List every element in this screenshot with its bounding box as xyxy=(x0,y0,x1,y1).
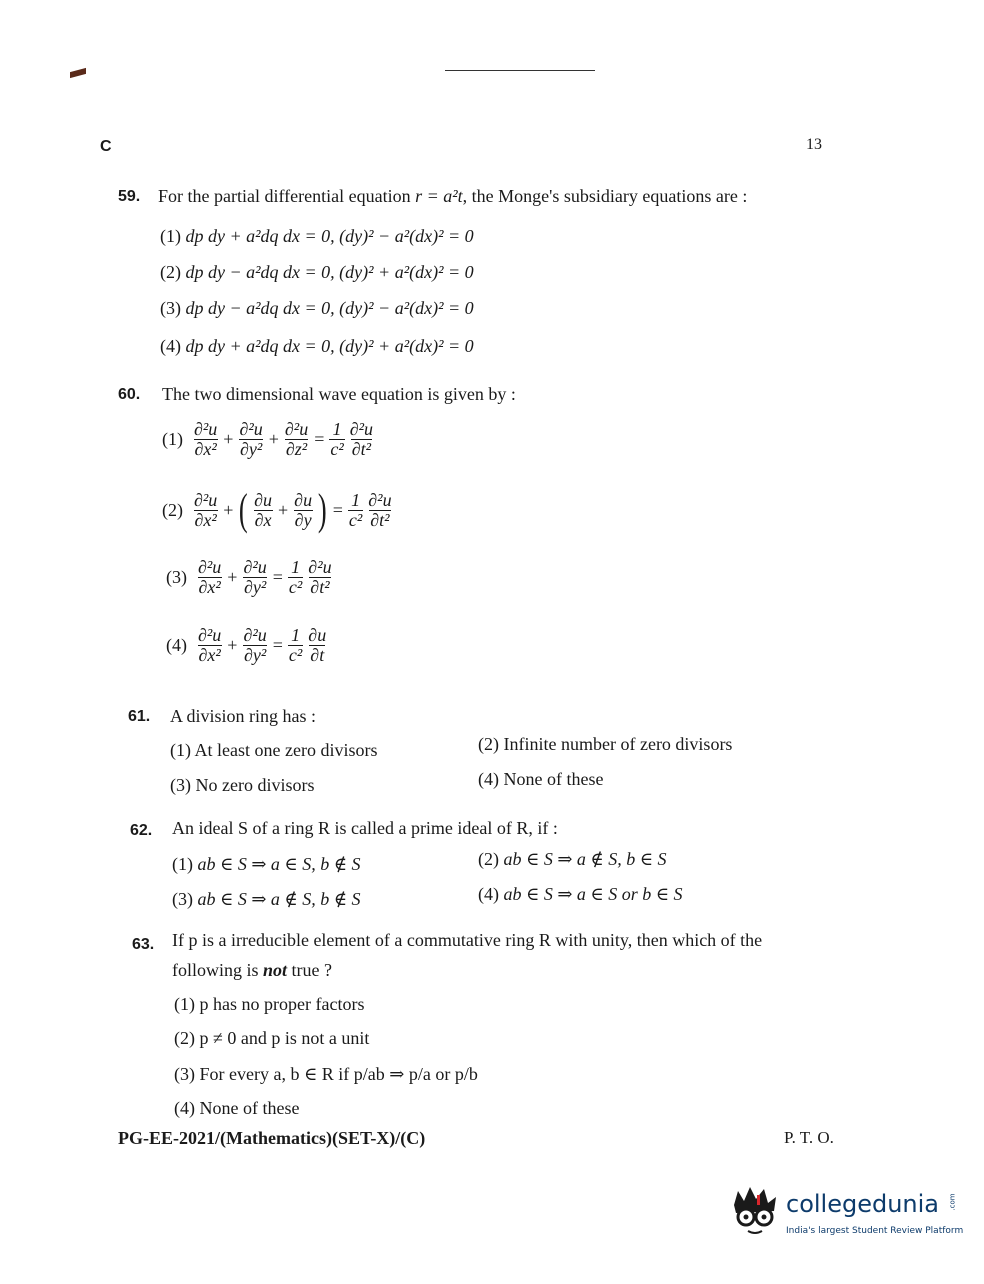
q62-option-3[interactable]: (3) ab ∈ S ⇒ a ∉ S, b ∉ S xyxy=(172,889,361,909)
question-63-text-line1: If p is a irreducible element of a commutative ring R with unity, then which of the xyxy=(172,930,763,950)
q59-option-2[interactable]: (2) dp dy − a²dq dx = 0, (dy)² + a²(dx)² = 0 xyxy=(160,262,474,282)
q62-option-4[interactable]: (4) ab ∈ S ⇒ a ∈ S or b ∈ S xyxy=(478,884,683,904)
q60-option-4[interactable]: (4) $\frac{\text{∂²u}}{\text{∂x²}}$ + $\frac{\text{∂²u}}{\text{∂y²}}$ = $\frac{1}{\text{c²}}$ $\frac{\partial u}{\partial t}$ xyxy=(166,625,327,665)
q59-option-3[interactable]: (3) dp dy − a²dq dx = 0, (dy)² − a²(dx)² = 0 xyxy=(160,298,474,318)
q63-option-3[interactable]: (3) For every a, b ∈ R if p/ab ⇒ p/a or p/b xyxy=(174,1064,478,1084)
paper-code: PG-EE-2021/(Mathematics)(SET-X)/(C) xyxy=(118,1128,426,1148)
question-number-62: 62. xyxy=(130,822,153,839)
q61-option-1[interactable]: (1) At least one zero divisors xyxy=(170,740,378,760)
page-turn-over: P. T. O. xyxy=(784,1128,834,1147)
brand-name: collegedunia xyxy=(786,1190,940,1218)
q59-option-4[interactable]: (4) dp dy + a²dq dx = 0, (dy)² + a²(dx)² = 0 xyxy=(160,336,474,356)
question-number-59: 59. xyxy=(118,188,141,205)
question-number-61: 61. xyxy=(128,708,151,725)
brand-tagline: India's largest Student Review Platform xyxy=(786,1226,964,1236)
question-59-text: For the partial differential equation r = a²t, the Monge's subsidiary equations are : xyxy=(158,186,748,206)
page-number: 13 xyxy=(806,136,822,153)
q61-option-2[interactable]: (2) Infinite number of zero divisors xyxy=(478,734,733,754)
q61-option-4[interactable]: (4) None of these xyxy=(478,769,604,789)
q63-option-4[interactable]: (4) None of these xyxy=(174,1098,300,1118)
q59-option-1[interactable]: (1) dp dy + a²dq dx = 0, (dy)² − a²(dx)² = 0 xyxy=(160,226,474,246)
question-62-text: An ideal S of a ring R is called a prime ideal of R, if : xyxy=(172,818,558,838)
q63-option-2[interactable]: (2) p ≠ 0 and p is not a unit xyxy=(174,1028,370,1048)
q62-option-2[interactable]: (2) ab ∈ S ⇒ a ∉ S, b ∈ S xyxy=(478,849,667,869)
question-63-text-line2: following is not true ? xyxy=(172,960,333,980)
corner-mark xyxy=(70,68,86,78)
mascot-icon xyxy=(728,1183,784,1241)
question-number-60: 60. xyxy=(118,386,141,403)
set-letter: C xyxy=(100,138,112,155)
q62-option-1[interactable]: (1) ab ∈ S ⇒ a ∈ S, b ∉ S xyxy=(172,854,361,874)
question-number-63: 63. xyxy=(132,936,155,953)
q63-option-1[interactable]: (1) p has no proper factors xyxy=(174,994,365,1014)
brand-com: .com xyxy=(948,1193,957,1211)
question-61-text: A division ring has : xyxy=(170,706,317,726)
q60-option-2[interactable]: (2) $\frac{\text{∂²u}}{\text{∂x²}}$ + ( $\frac{\partial u}{\partial x}$ + $\frac{\partial u}{\partial y}$ ) = $\frac{1}{\text{c²}}$ $\frac{\text{∂²u}}{\text{∂t²}}$ xyxy=(162,485,392,534)
top-rule xyxy=(445,70,595,71)
q60-option-1[interactable]: (1) $\frac{\text{∂²u}}{\text{∂x²}}$ + $\frac{\text{∂²u}}{\text{∂y²}}$ + $\frac{\text{∂²u}}{\text{∂z²}}$ = $\frac{1}{\text{c²}}$ $\frac{\text{∂²u}}{\text{∂t²}}$ xyxy=(162,419,374,459)
q61-option-3[interactable]: (3) No zero divisors xyxy=(170,775,315,795)
question-60-text: The two dimensional wave equation is given by : xyxy=(162,384,516,404)
q60-option-3[interactable]: (3) $\frac{\text{∂²u}}{\text{∂x²}}$ + $\frac{\text{∂²u}}{\text{∂y²}}$ = $\frac{1}{\text{c²}}$ $\frac{\text{∂²u}}{\text{∂t²}}$ xyxy=(166,557,332,597)
